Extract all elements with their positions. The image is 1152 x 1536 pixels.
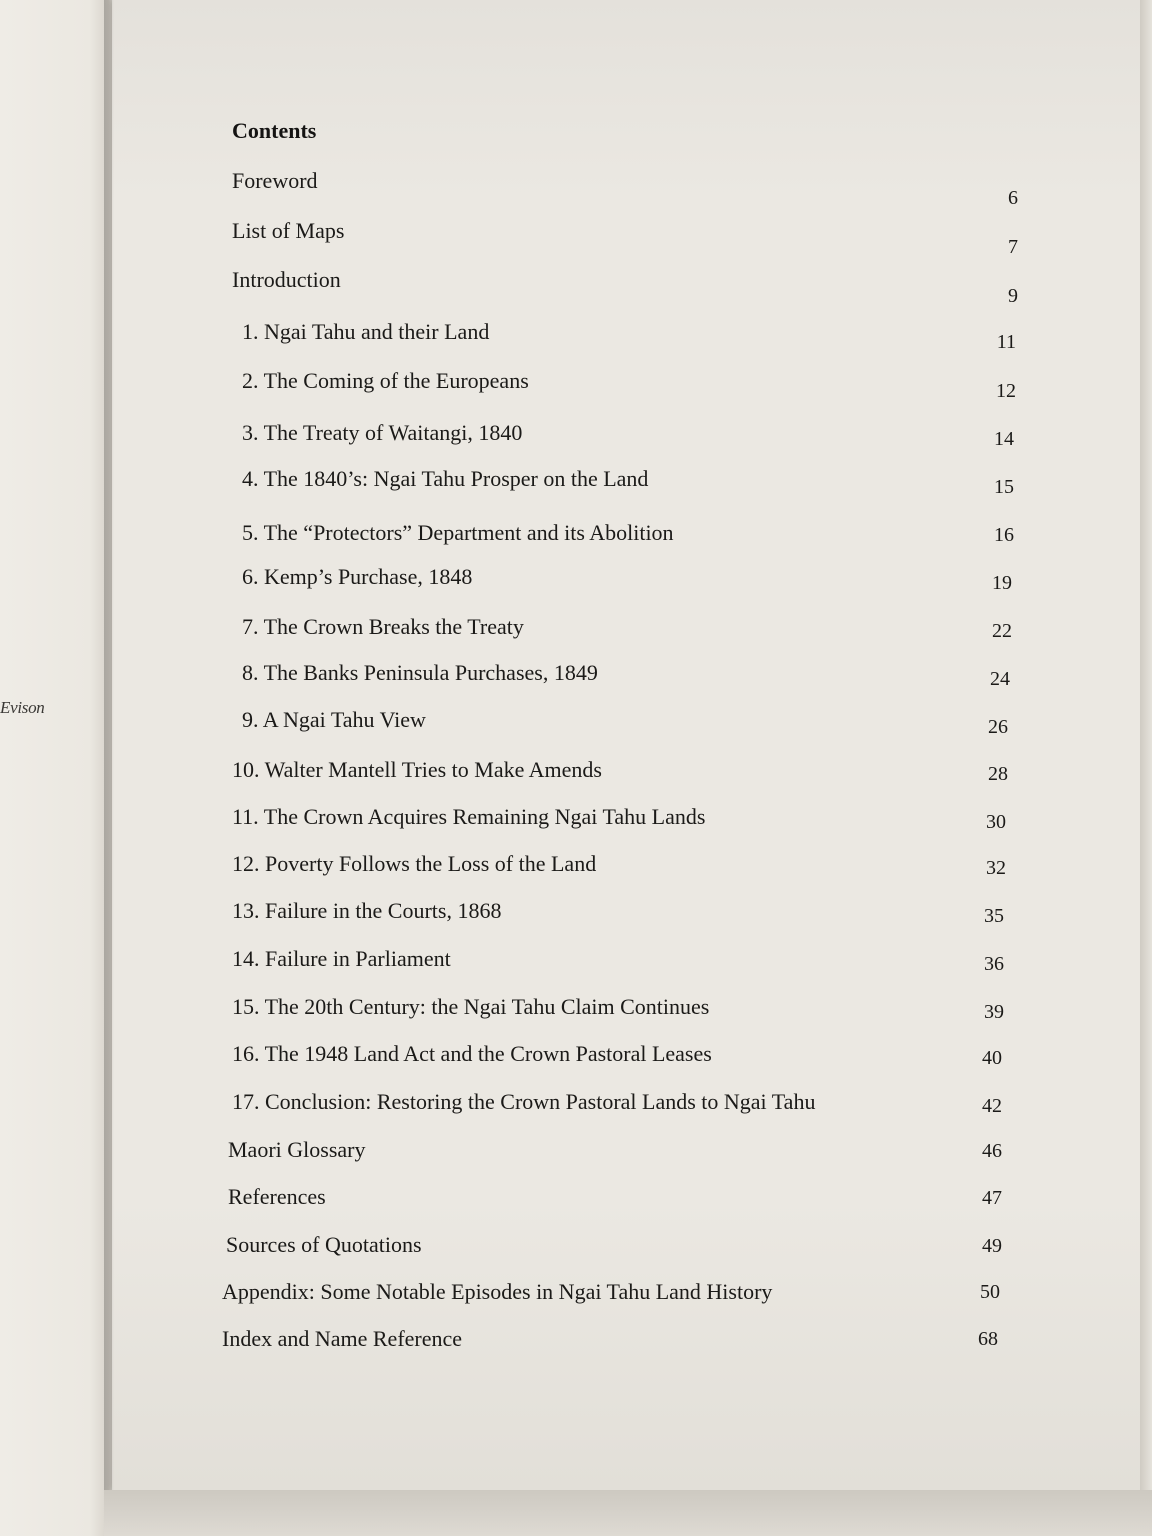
toc-entry-label: 14. Failure in Parliament bbox=[232, 946, 451, 971]
toc-entry-page-number: 35 bbox=[984, 905, 1004, 927]
toc-entry-label: 13. Failure in the Courts, 1868 bbox=[232, 898, 502, 923]
toc-entry-page-number: 22 bbox=[992, 620, 1012, 642]
toc-entry-page-number: 16 bbox=[994, 524, 1014, 546]
toc-entry-page-number: 32 bbox=[986, 857, 1006, 879]
toc-entry-page-number: 68 bbox=[978, 1328, 998, 1350]
toc-entry-page-number: 11 bbox=[996, 331, 1016, 353]
toc-entry-page-number: 36 bbox=[984, 953, 1004, 975]
toc-entry-label: 3. The Treaty of Waitangi, 1840 bbox=[242, 420, 523, 445]
toc-entry-page-number: 14 bbox=[994, 428, 1014, 450]
toc-entry-page-number: 40 bbox=[982, 1047, 1002, 1069]
page-bottom-edge bbox=[104, 1490, 1152, 1536]
toc-entry-label: 17. Conclusion: Restoring the Crown Pastoral Lands to Ngai Tahu bbox=[232, 1089, 816, 1114]
left-page-fragment-text: Evison bbox=[0, 698, 45, 717]
left-page-edge bbox=[0, 0, 104, 1536]
toc-entry-label: 15. The 20th Century: the Ngai Tahu Claim Continues bbox=[232, 994, 710, 1019]
toc-entry-page-number: 15 bbox=[994, 476, 1014, 498]
toc-entry-page-number: 30 bbox=[986, 811, 1006, 833]
toc-entry-page-number: 46 bbox=[982, 1140, 1002, 1162]
toc-entry-label: 4. The 1840’s: Ngai Tahu Prosper on the Land bbox=[242, 466, 649, 491]
toc-entry-label: 1. Ngai Tahu and their Land bbox=[242, 319, 490, 344]
spine-shadow bbox=[104, 0, 114, 1536]
toc-entry-page-number: 42 bbox=[982, 1095, 1002, 1117]
toc-entry-label: Foreword bbox=[232, 168, 318, 193]
toc-entry-label: 7. The Crown Breaks the Treaty bbox=[242, 614, 524, 639]
toc-entry-label: 12. Poverty Follows the Loss of the Land bbox=[232, 851, 597, 876]
toc-entry-page-number: 19 bbox=[992, 572, 1012, 594]
contents-title: Contents bbox=[232, 118, 317, 143]
toc-entry-page-number: 7 bbox=[1008, 236, 1018, 258]
toc-entry-label: 5. The “Protectors” Department and its Abolition bbox=[242, 520, 674, 545]
toc-entry-page-number: 12 bbox=[996, 380, 1016, 402]
toc-entry-label: 11. The Crown Acquires Remaining Ngai Tahu Lands bbox=[232, 804, 706, 829]
toc-entry-page-number: 9 bbox=[1008, 285, 1018, 307]
toc-entry-label: 9. A Ngai Tahu View bbox=[242, 707, 426, 732]
toc-entry-label: References bbox=[228, 1184, 326, 1209]
toc-entry-label: 6. Kemp’s Purchase, 1848 bbox=[242, 564, 473, 589]
page-right-edge bbox=[1140, 0, 1152, 1536]
toc-entry-page-number: 6 bbox=[1008, 187, 1018, 209]
toc-entry-page-number: 39 bbox=[984, 1001, 1004, 1023]
toc-entry-label: 8. The Banks Peninsula Purchases, 1849 bbox=[242, 660, 598, 685]
toc-entry-label: Introduction bbox=[232, 267, 341, 292]
toc-entry-label: Index and Name Reference bbox=[222, 1326, 463, 1351]
toc-entry-label: 10. Walter Mantell Tries to Make Amends bbox=[232, 757, 602, 782]
toc-entry-page-number: 28 bbox=[988, 763, 1008, 785]
toc-entry-label: 16. The 1948 Land Act and the Crown Pastoral Leases bbox=[232, 1041, 712, 1066]
toc-entry-page-number: 47 bbox=[982, 1187, 1002, 1209]
toc-entry-page-number: 50 bbox=[980, 1281, 1000, 1303]
toc-entry-label: Sources of Quotations bbox=[226, 1232, 422, 1257]
toc-entry-page-number: 24 bbox=[990, 668, 1010, 690]
toc-entry-label: 2. The Coming of the Europeans bbox=[242, 368, 529, 393]
toc-entry-label: List of Maps bbox=[232, 218, 345, 243]
toc-entry-page-number: 49 bbox=[982, 1235, 1002, 1257]
toc-entry-page-number: 26 bbox=[988, 716, 1008, 738]
toc-entry-label: Appendix: Some Notable Episodes in Ngai Tahu Land History bbox=[222, 1279, 773, 1304]
toc-entry-label: Maori Glossary bbox=[228, 1137, 366, 1162]
